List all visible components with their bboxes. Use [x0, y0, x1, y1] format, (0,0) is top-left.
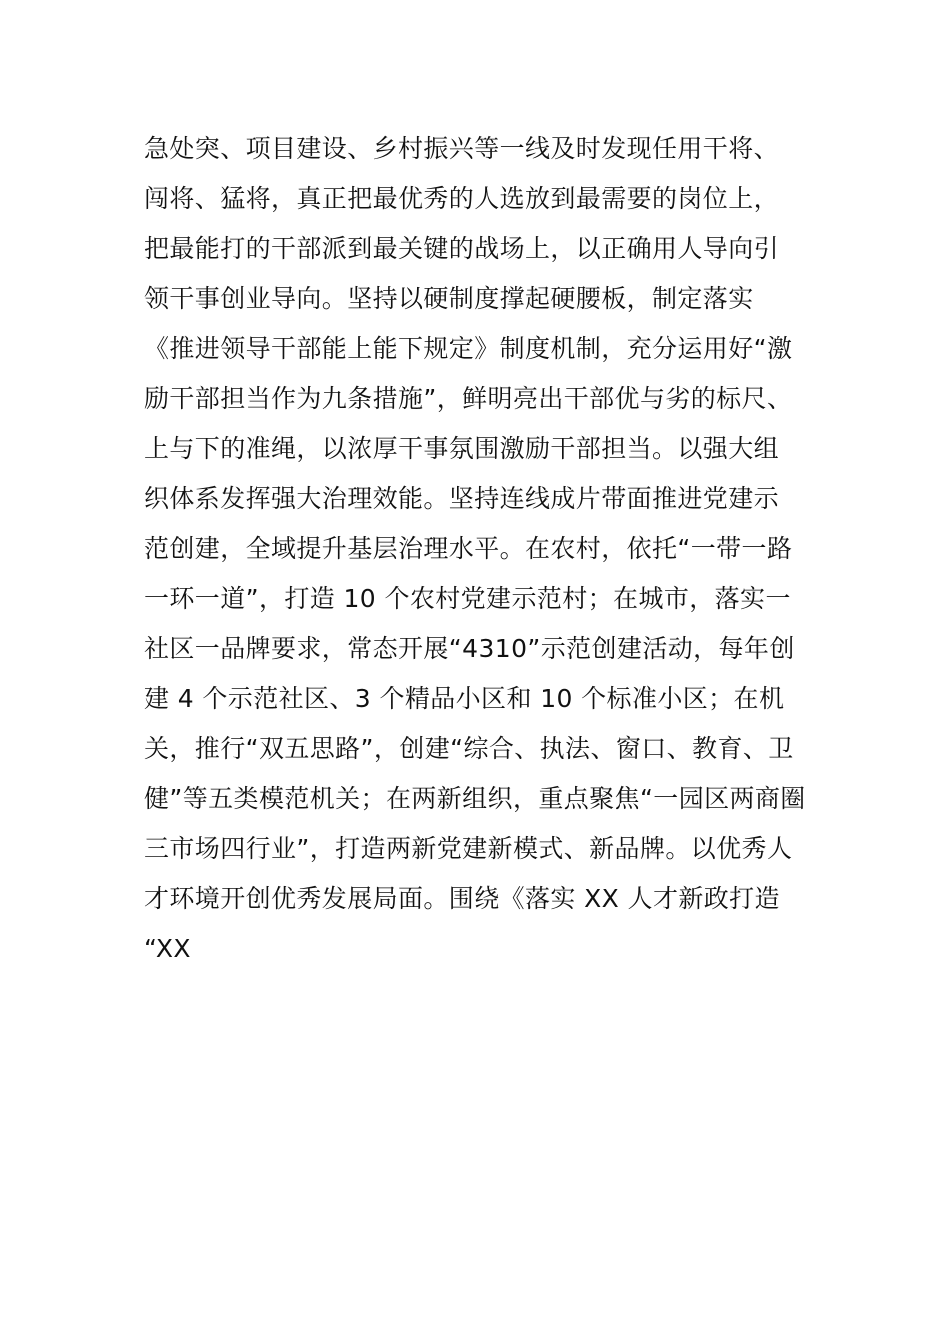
text-line: 关，推行“双五思路”，创建“综合、执法、窗口、教育、卫: [144, 734, 794, 763]
text-line: 励干部担当作为九条措施”，鲜明亮出干部优与劣的标尺、: [144, 384, 793, 413]
text-line: 才环境开创优秀发展局面。围绕《落实 XX 人才新政打造: [144, 884, 780, 913]
text-line: 领干事创业导向。坚持以硬制度撑起硬腰板，制定落实: [144, 284, 754, 313]
text-line: 范创建，全域提升基层治理水平。在农村，依托“一带一路: [144, 534, 793, 563]
text-line: 三市场四行业”，打造两新党建新模式、新品牌。以优秀人: [144, 834, 793, 863]
body-text: [144, 124, 824, 974]
text-line: 织体系发挥强大治理效能。坚持连线成片带面推进党建示: [144, 484, 780, 513]
text-line: 社区一品牌要求，常态开展“4310”示范创建活动，每年创: [144, 634, 795, 663]
text-line: 建 4 个示范社区、3 个精品小区和 10 个标准小区；在机: [144, 684, 785, 713]
text-line: “XX: [144, 934, 191, 963]
text-line: 一环一道”，打造 10 个农村党建示范村；在城市，落实一: [144, 584, 791, 613]
text-line: 《推进领导干部能上能下规定》制度机制，充分运用好“激: [144, 334, 793, 363]
text-line: 健”等五类模范机关；在两新组织，重点聚焦“一园区两商圈: [144, 784, 806, 813]
text-line: 把最能打的干部派到最关键的战场上，以正确用人导向引: [144, 234, 780, 263]
text-line: 急处突、项目建设、乡村振兴等一线及时发现任用干将、: [144, 134, 780, 163]
text-line: 闯将、猛将，真正把最优秀的人选放到最需要的岗位上，: [144, 184, 780, 213]
text-line: 上与下的准绳，以浓厚干事氛围激励干部担当。以强大组: [144, 434, 780, 463]
